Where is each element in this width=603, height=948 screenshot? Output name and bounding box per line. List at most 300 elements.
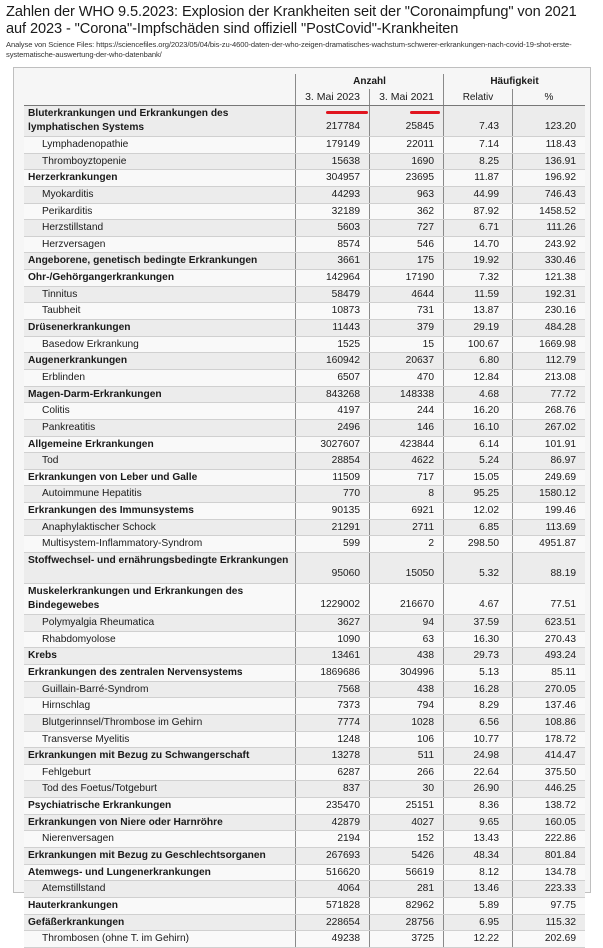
table-row (24, 520, 585, 537)
row-label: Blutgerinnsel/Thrombose im Gehirn (42, 716, 203, 728)
cell-count-2021: 8 (369, 486, 443, 502)
row-label: Augenerkrankungen (28, 355, 128, 367)
table-row (24, 303, 585, 320)
table-row (24, 732, 585, 749)
cell-percent: 270.05 (512, 682, 585, 698)
cell-percent: 88.19 (512, 553, 585, 583)
cell-relativ: 8.25 (443, 154, 512, 170)
row-label: Herzversagen (42, 238, 106, 250)
cell-relativ: 37.59 (443, 615, 512, 631)
cell-percent: 223.33 (512, 881, 585, 897)
cell-count-2021: 281 (369, 881, 443, 897)
row-label: Drüsenerkrankungen (28, 322, 131, 334)
row-label: Perikarditis (42, 205, 93, 217)
cell-count-2021: 4027 (369, 815, 443, 831)
table-row (24, 848, 585, 865)
cell-percent: 267.02 (512, 420, 585, 436)
header-col-2023: 3. Mai 2023 (295, 89, 369, 105)
cell-relativ: 12.22 (443, 931, 512, 947)
cell-relativ: 16.30 (443, 632, 512, 648)
row-label: Tod des Foetus/Totgeburt (42, 783, 157, 795)
cell-percent: 268.76 (512, 403, 585, 419)
cell-percent: 1458.52 (512, 204, 585, 220)
row-label: Erkrankungen mit Bezug zu Schwangerschaft (28, 750, 250, 762)
table-row (24, 584, 585, 615)
cell-count-2021: 2 (369, 536, 443, 552)
cell-percent: 375.50 (512, 765, 585, 781)
table-row (24, 915, 585, 932)
cell-percent: 192.31 (512, 287, 585, 303)
cell-relativ: 7.14 (443, 137, 512, 153)
row-label: Colitis (42, 405, 70, 417)
cell-count-2023: 516620 (295, 865, 369, 881)
cell-count-2023: 95060 (295, 553, 369, 583)
row-label: Bluterkrankungen und Erkrankungen des lymphatischen Systems (28, 108, 229, 133)
cell-count-2023: 571828 (295, 898, 369, 914)
row-label: Pankreatitis (42, 421, 96, 433)
row-label: Herzstillstand (42, 222, 104, 234)
table-row (24, 420, 585, 437)
cell-count-2023: 1248 (295, 732, 369, 748)
row-label: Muskelerkrankungen und Erkrankungen des Bindegewebes (28, 586, 244, 612)
table-row (24, 220, 585, 237)
cell-count-2021: 4644 (369, 287, 443, 303)
cell-relativ: 298.50 (443, 536, 512, 552)
cell-count-2023: 10873 (295, 303, 369, 319)
cell-percent: 243.92 (512, 237, 585, 253)
cell-count-2021: 216670 (369, 584, 443, 614)
cell-relativ: 24.98 (443, 748, 512, 764)
table-row (24, 931, 585, 948)
cell-count-2023: 28854 (295, 453, 369, 469)
row-label: Magen-Darm-Erkrankungen (28, 388, 162, 400)
cell-percent: 77.72 (512, 387, 585, 403)
row-label: Hirnschlag (42, 700, 91, 712)
cell-relativ: 6.71 (443, 220, 512, 236)
table-row (24, 137, 585, 154)
data-table (24, 74, 585, 948)
cell-relativ: 11.87 (443, 170, 512, 186)
cell-count-2021: 470 (369, 370, 443, 386)
cell-relativ: 11.59 (443, 287, 512, 303)
cell-relativ: 13.43 (443, 831, 512, 847)
table-row (24, 453, 585, 470)
cell-count-2023: 2194 (295, 831, 369, 847)
cell-count-2021: 1690 (369, 154, 443, 170)
cell-percent: 249.69 (512, 470, 585, 486)
cell-count-2023: 44293 (295, 187, 369, 203)
cell-count-2021: 17190 (369, 270, 443, 286)
table-row (24, 898, 585, 915)
table-row (24, 320, 585, 337)
cell-count-2021: 5426 (369, 848, 443, 864)
cell-count-2021: 794 (369, 698, 443, 714)
cell-count-2023: 4197 (295, 403, 369, 419)
cell-count-2021: 146 (369, 420, 443, 436)
cell-count-2023: 11509 (295, 470, 369, 486)
cell-count-2021: 25845 (369, 106, 443, 136)
table-row (24, 798, 585, 815)
cell-count-2023: 90135 (295, 503, 369, 519)
cell-count-2023: 1869686 (295, 665, 369, 681)
row-label: Ohr-/Gehörgangerkrankungen (28, 272, 175, 284)
cell-percent: 746.43 (512, 187, 585, 203)
cell-relativ: 10.77 (443, 732, 512, 748)
cell-count-2021: 963 (369, 187, 443, 203)
row-label: Angeborene, genetisch bedingte Erkrankungen (28, 255, 258, 267)
cell-percent: 118.43 (512, 137, 585, 153)
cell-count-2021: 379 (369, 320, 443, 336)
header-spacer (24, 74, 295, 89)
cell-count-2021: 727 (369, 220, 443, 236)
source-line: Analyse von Science Files: https://sciencefiles.org/2023/05/04/bis-zu-4600-daten-der-who-zeigen-dramatisches-wachstum-schwerer-erkrankungen-nach-covid-19-shot-erste-systematische-auswertung-der-who-datenbank/ (6, 40, 572, 59)
table-row (24, 486, 585, 503)
cell-percent: 213.08 (512, 370, 585, 386)
table-row (24, 698, 585, 715)
cell-relativ: 48.34 (443, 848, 512, 864)
cell-relativ: 4.68 (443, 387, 512, 403)
cell-percent: 623.51 (512, 615, 585, 631)
table-row (24, 437, 585, 454)
cell-count-2023: 21291 (295, 520, 369, 536)
cell-count-2023: 42879 (295, 815, 369, 831)
cell-percent: 414.47 (512, 748, 585, 764)
row-label: Anaphylaktischer Schock (42, 521, 156, 533)
cell-percent: 113.69 (512, 520, 585, 536)
cell-percent: 4951.87 (512, 536, 585, 552)
cell-count-2021: 15 (369, 337, 443, 353)
row-label: Stoffwechsel- und ernährungsbedingte Erkrankungen (28, 555, 289, 567)
header-group-haeufigkeit: Häufigkeit (443, 74, 585, 89)
table-row (24, 370, 585, 387)
cell-count-2021: 20637 (369, 353, 443, 369)
row-label: Basedow Erkrankung (42, 338, 139, 350)
cell-relativ: 13.87 (443, 303, 512, 319)
cell-count-2021: 3725 (369, 931, 443, 947)
cell-relativ: 12.84 (443, 370, 512, 386)
row-label: Tod (42, 455, 59, 467)
cell-percent: 1669.98 (512, 337, 585, 353)
cell-count-2023: 49238 (295, 931, 369, 947)
cell-percent: 202.69 (512, 931, 585, 947)
cell-relativ: 16.20 (443, 403, 512, 419)
cell-count-2021: 304996 (369, 665, 443, 681)
cell-percent: 178.72 (512, 732, 585, 748)
cell-count-2023: 3661 (295, 253, 369, 269)
cell-count-2023: 217784 (295, 106, 369, 136)
cell-count-2023: 228654 (295, 915, 369, 931)
cell-count-2023: 6507 (295, 370, 369, 386)
cell-count-2023: 58479 (295, 287, 369, 303)
row-label: Atemstillstand (42, 883, 106, 895)
cell-count-2023: 267693 (295, 848, 369, 864)
cell-count-2021: 148338 (369, 387, 443, 403)
cell-relativ: 6.95 (443, 915, 512, 931)
cell-count-2021: 25151 (369, 798, 443, 814)
cell-percent: 111.26 (512, 220, 585, 236)
cell-relativ: 6.14 (443, 437, 512, 453)
cell-count-2021: 106 (369, 732, 443, 748)
table-row (24, 715, 585, 732)
cell-count-2021: 423844 (369, 437, 443, 453)
row-label: Transverse Myelitis (42, 733, 130, 745)
cell-count-2023: 4064 (295, 881, 369, 897)
cell-count-2023: 8574 (295, 237, 369, 253)
cell-relativ: 29.73 (443, 648, 512, 664)
cell-percent: 230.16 (512, 303, 585, 319)
table-row (24, 337, 585, 354)
table-row (24, 503, 585, 520)
cell-count-2023: 1090 (295, 632, 369, 648)
cell-relativ: 8.36 (443, 798, 512, 814)
cell-count-2021: 362 (369, 204, 443, 220)
table-row (24, 106, 585, 137)
cell-count-2021: 15050 (369, 553, 443, 583)
table-row (24, 881, 585, 898)
row-label: Erkrankungen mit Bezug zu Geschlechtsorganen (28, 849, 266, 861)
cell-relativ: 8.12 (443, 865, 512, 881)
table-row (24, 253, 585, 270)
cell-count-2023: 304957 (295, 170, 369, 186)
row-label: Hauterkrankungen (28, 899, 119, 911)
cell-relativ: 16.28 (443, 682, 512, 698)
table-row (24, 765, 585, 782)
page-title: Zahlen der WHO 9.5.2023: Explosion der Krankheiten seit der "Coronaimpfung" von 2021 auf 2023 - "Corona"-Impfschäden sind offiziell "PostCovid"-Krankheiten (6, 4, 577, 37)
underline-mark-2023 (326, 111, 368, 114)
cell-count-2021: 438 (369, 648, 443, 664)
cell-percent: 85.11 (512, 665, 585, 681)
table-row (24, 615, 585, 632)
table-row (24, 748, 585, 765)
row-label: Erblinden (42, 371, 86, 383)
cell-percent: 112.79 (512, 353, 585, 369)
row-label: Nierenversagen (42, 833, 114, 845)
row-label: Tinnitus (42, 288, 78, 300)
cell-count-2023: 599 (295, 536, 369, 552)
cell-percent: 77.51 (512, 584, 585, 614)
cell-relativ: 16.10 (443, 420, 512, 436)
underline-mark-2021 (410, 111, 440, 114)
cell-relativ: 5.24 (443, 453, 512, 469)
row-label: Erkrankungen des zentralen Nervensystems (28, 666, 243, 678)
row-label: Erkrankungen von Niere oder Harnröhre (28, 816, 223, 828)
cell-percent: 138.72 (512, 798, 585, 814)
cell-percent: 199.46 (512, 503, 585, 519)
cell-percent: 134.78 (512, 865, 585, 881)
header-col-percent: % (512, 89, 585, 105)
cell-count-2023: 13461 (295, 648, 369, 664)
row-label: Erkrankungen des Immunsystems (28, 505, 194, 517)
row-label: Myokarditis (42, 188, 94, 200)
cell-count-2023: 1229002 (295, 584, 369, 614)
cell-relativ: 5.32 (443, 553, 512, 583)
cell-percent: 446.25 (512, 781, 585, 797)
cell-count-2023: 7774 (295, 715, 369, 731)
table-row (24, 270, 585, 287)
header-label-spacer (24, 89, 295, 105)
cell-count-2023: 179149 (295, 137, 369, 153)
cell-count-2021: 82962 (369, 898, 443, 914)
table-row (24, 204, 585, 221)
cell-count-2023: 3027607 (295, 437, 369, 453)
cell-count-2021: 22011 (369, 137, 443, 153)
cell-percent: 160.05 (512, 815, 585, 831)
cell-relativ: 87.92 (443, 204, 512, 220)
cell-percent: 86.97 (512, 453, 585, 469)
table-row (24, 170, 585, 187)
cell-percent: 123.20 (512, 106, 585, 136)
cell-count-2021: 511 (369, 748, 443, 764)
cell-count-2021: 2711 (369, 520, 443, 536)
row-label: Guillain-Barré-Syndrom (42, 683, 149, 695)
cell-count-2021: 546 (369, 237, 443, 253)
cell-count-2023: 6287 (295, 765, 369, 781)
cell-relativ: 15.05 (443, 470, 512, 486)
cell-relativ: 6.85 (443, 520, 512, 536)
cell-percent: 136.91 (512, 154, 585, 170)
row-label: Erkrankungen von Leber und Galle (28, 471, 198, 483)
cell-count-2021: 731 (369, 303, 443, 319)
cell-relativ: 19.92 (443, 253, 512, 269)
row-label: Thrombosen (ohne T. im Gehirn) (42, 933, 190, 945)
table-row (24, 470, 585, 487)
cell-count-2023: 7568 (295, 682, 369, 698)
table-row (24, 154, 585, 171)
cell-count-2021: 244 (369, 403, 443, 419)
cell-relativ: 8.29 (443, 698, 512, 714)
cell-relativ: 12.02 (443, 503, 512, 519)
row-label: Polymyalgia Rheumatica (42, 617, 155, 629)
cell-count-2021: 438 (369, 682, 443, 698)
table-row (24, 187, 585, 204)
header-column-row (24, 89, 585, 106)
table-row (24, 387, 585, 404)
cell-percent: 493.24 (512, 648, 585, 664)
table-row (24, 682, 585, 699)
cell-count-2023: 770 (295, 486, 369, 502)
cell-count-2023: 142964 (295, 270, 369, 286)
cell-percent: 97.75 (512, 898, 585, 914)
cell-relativ: 29.19 (443, 320, 512, 336)
cell-relativ: 100.67 (443, 337, 512, 353)
row-label: Atemwegs- und Lungenerkrankungen (28, 866, 211, 878)
cell-percent: 801.84 (512, 848, 585, 864)
cell-count-2021: 30 (369, 781, 443, 797)
cell-count-2021: 94 (369, 615, 443, 631)
cell-count-2023: 7373 (295, 698, 369, 714)
cell-relativ: 26.90 (443, 781, 512, 797)
cell-count-2023: 843268 (295, 387, 369, 403)
table-body (24, 106, 585, 948)
cell-count-2021: 56619 (369, 865, 443, 881)
cell-percent: 270.43 (512, 632, 585, 648)
cell-relativ: 6.56 (443, 715, 512, 731)
cell-percent: 108.86 (512, 715, 585, 731)
table-row (24, 353, 585, 370)
cell-relativ: 95.25 (443, 486, 512, 502)
table-row (24, 237, 585, 254)
cell-count-2023: 3627 (295, 615, 369, 631)
cell-percent: 1580.12 (512, 486, 585, 502)
cell-relativ: 14.70 (443, 237, 512, 253)
cell-count-2023: 11443 (295, 320, 369, 336)
table-row (24, 648, 585, 665)
cell-relativ: 7.43 (443, 106, 512, 136)
row-label: Autoimmune Hepatitis (42, 488, 142, 500)
table-row (24, 665, 585, 682)
cell-count-2023: 160942 (295, 353, 369, 369)
cell-relativ: 44.99 (443, 187, 512, 203)
cell-count-2021: 717 (369, 470, 443, 486)
cell-count-2023: 5603 (295, 220, 369, 236)
cell-percent: 484.28 (512, 320, 585, 336)
table-row (24, 536, 585, 553)
header-group-anzahl: Anzahl (295, 74, 443, 89)
row-label: Rhabdomyolose (42, 633, 116, 645)
cell-relativ: 22.64 (443, 765, 512, 781)
cell-percent: 222.86 (512, 831, 585, 847)
cell-count-2021: 152 (369, 831, 443, 847)
table-row (24, 287, 585, 304)
cell-percent: 330.46 (512, 253, 585, 269)
cell-count-2021: 28756 (369, 915, 443, 931)
cell-count-2023: 1525 (295, 337, 369, 353)
table-row (24, 553, 585, 584)
cell-count-2023: 15638 (295, 154, 369, 170)
cell-count-2021: 266 (369, 765, 443, 781)
cell-count-2023: 32189 (295, 204, 369, 220)
cell-count-2021: 4622 (369, 453, 443, 469)
cell-count-2021: 1028 (369, 715, 443, 731)
header-col-relativ: Relativ (443, 89, 512, 105)
row-label: Taubheit (42, 305, 81, 317)
cell-percent: 196.92 (512, 170, 585, 186)
cell-count-2023: 235470 (295, 798, 369, 814)
cell-count-2021: 175 (369, 253, 443, 269)
cell-relativ: 9.65 (443, 815, 512, 831)
cell-count-2021: 63 (369, 632, 443, 648)
row-label: Lymphadenopathie (42, 139, 129, 150)
table-row (24, 632, 585, 649)
row-label: Herzerkrankungen (28, 172, 118, 184)
cell-percent: 115.32 (512, 915, 585, 931)
table-row (24, 781, 585, 798)
row-label: Allgemeine Erkrankungen (28, 438, 154, 450)
cell-count-2021: 23695 (369, 170, 443, 186)
table-row (24, 403, 585, 420)
header-col-2021: 3. Mai 2021 (369, 89, 443, 105)
cell-relativ: 4.67 (443, 584, 512, 614)
table-row (24, 865, 585, 882)
cell-count-2023: 2496 (295, 420, 369, 436)
row-label: Multisystem-Inflammatory-Syndrom (42, 538, 203, 550)
cell-percent: 101.91 (512, 437, 585, 453)
cell-relativ: 7.32 (443, 270, 512, 286)
table-row (24, 831, 585, 848)
cell-relativ: 5.89 (443, 898, 512, 914)
cell-count-2023: 13278 (295, 748, 369, 764)
row-label: Krebs (28, 650, 57, 662)
cell-percent: 121.38 (512, 270, 585, 286)
cell-count-2021: 6921 (369, 503, 443, 519)
header-group-row (24, 74, 585, 89)
row-label: Fehlgeburt (42, 766, 91, 778)
cell-percent: 137.46 (512, 698, 585, 714)
table-row (24, 815, 585, 832)
row-label: Psychiatrische Erkrankungen (28, 800, 172, 812)
cell-relativ: 13.46 (443, 881, 512, 897)
row-label: Gefäßerkrankungen (28, 916, 125, 928)
